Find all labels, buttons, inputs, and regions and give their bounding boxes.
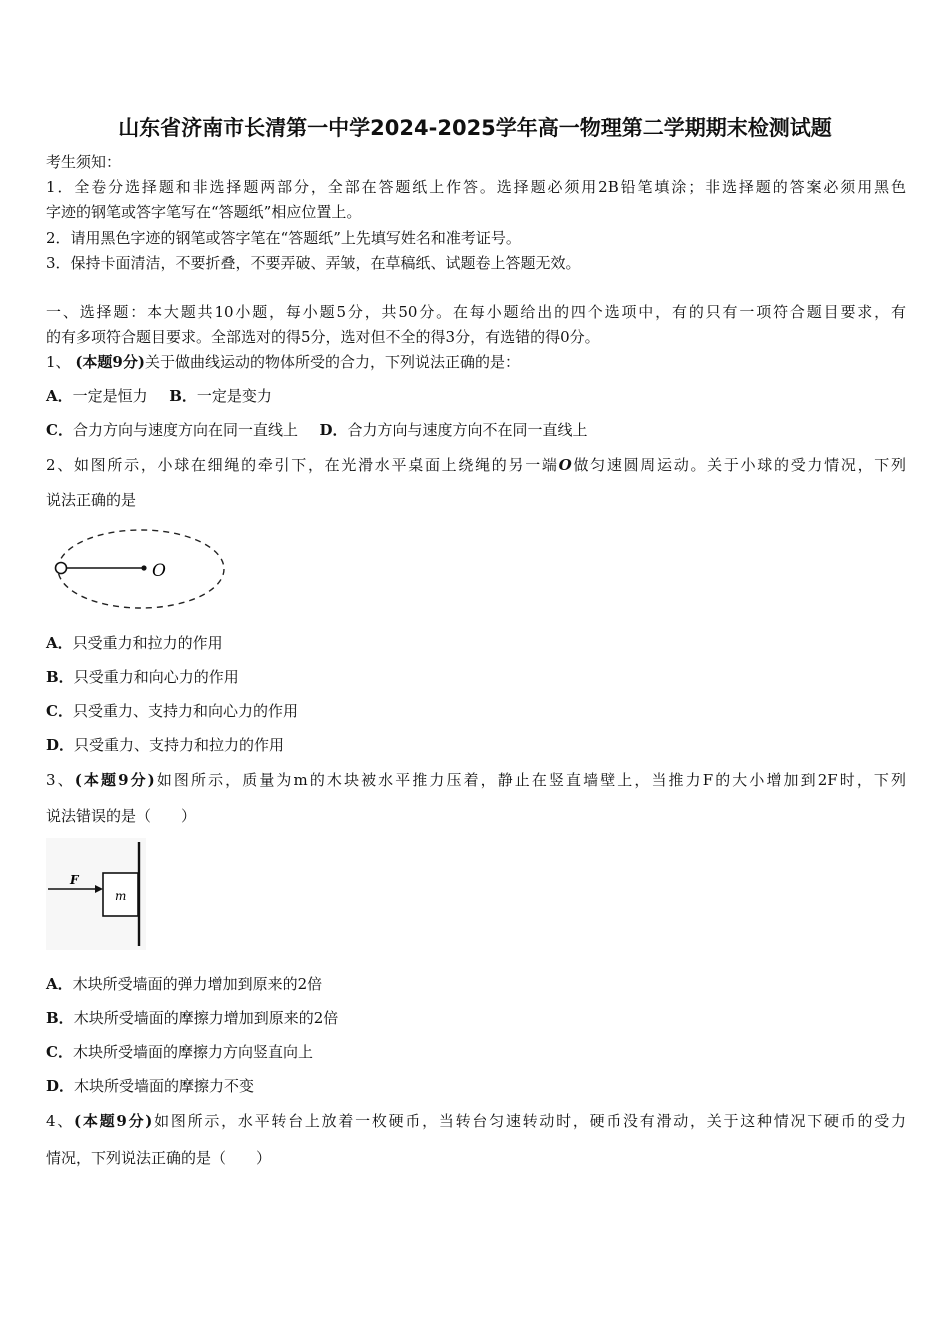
option-text: 木块所受墙面的摩擦力不变 xyxy=(74,1077,255,1095)
option-text: 只受重力和向心力的作用 xyxy=(73,668,239,686)
notice-item-3: 3．保持卡面清洁，不要折叠，不要弄破、弄皱，在草稿纸、试题卷上答题无效。 xyxy=(46,254,581,272)
option-d-label: D． xyxy=(319,421,348,439)
question-4-stem-cont: 情况，下列说法正确的是（ ） xyxy=(46,1149,272,1167)
question-3-stem xyxy=(46,770,906,790)
block-wall-figure xyxy=(46,838,146,950)
option-label: B． xyxy=(46,668,74,686)
question-1-options-cd xyxy=(46,420,588,440)
notice-item-2: 2．请用黑色字迹的钢笔或答字笔在“答题纸”上先填写姓名和准考证号。 xyxy=(46,229,521,247)
option-a-label: A． xyxy=(46,387,73,405)
option-d-text: 合力方向与速度方向不在同一直线上 xyxy=(347,421,588,439)
option-a-text: 一定是恒力 xyxy=(72,387,148,405)
notice-item-1: 1．全卷分选择题和非选择题两部分，全部在答题纸上作答。选择题必须用2B铅笔填涂；非选择题的答案必须用黑色 xyxy=(46,178,906,196)
option-c-text: 合力方向与速度方向在同一直线上 xyxy=(72,421,298,439)
option-label: C． xyxy=(46,702,73,720)
page-title: 山东省济南市长清第一中学2024-2025学年高一物理第二学期期末检测试题 xyxy=(118,116,832,140)
option-label: B． xyxy=(46,1009,74,1027)
option-b-label: B． xyxy=(169,387,197,405)
circular-motion-figure xyxy=(46,522,236,614)
question-number: 4、 xyxy=(46,1112,75,1130)
option-text: 木块所受墙面的摩擦力方向竖直向上 xyxy=(72,1043,313,1061)
question-4-stem xyxy=(46,1111,906,1131)
question-score: (本题9分) xyxy=(75,353,145,371)
question-3-option-c xyxy=(46,1042,313,1062)
question-number: 1、 xyxy=(46,353,71,371)
question-2-stem xyxy=(46,455,906,475)
question-text: 如图所示，水平转台上放着一枚硬币，当转台匀速转动时，硬币没有滑动，关于这种情况下硬币的受力 xyxy=(152,1112,907,1130)
question-3-stem-cont: 说法错误的是（ ） xyxy=(46,807,197,825)
notice-item-1-cont: 字迹的钢笔或答字笔写在“答题纸”相应位置上。 xyxy=(46,203,362,221)
question-score: (本题9分) xyxy=(74,771,155,789)
option-text: 只受重力和拉力的作用 xyxy=(72,634,223,652)
center-label: O xyxy=(152,561,166,581)
force-label: F xyxy=(70,873,79,887)
notice-heading: 考生须知： xyxy=(46,153,122,171)
question-score: (本题9分) xyxy=(74,1112,153,1130)
question-2-stem-cont: 说法正确的是 xyxy=(46,491,137,509)
point-o: O xyxy=(558,456,572,474)
circular-path xyxy=(58,530,224,608)
question-3-option-d xyxy=(46,1076,254,1096)
question-1-options-ab xyxy=(46,386,272,406)
option-b-text: 一定是变力 xyxy=(196,387,272,405)
option-label: A． xyxy=(46,634,73,652)
question-2-option-b xyxy=(46,667,239,687)
option-text: 木块所受墙面的弹力增加到原来的2倍 xyxy=(72,975,323,993)
mass-label: m xyxy=(115,889,127,903)
section-instruction-2: 的有多项符合题目要求。全部选对的得5分，选对但不全的得3分，有选错的得0分。 xyxy=(46,328,600,346)
question-1 xyxy=(46,352,520,372)
question-2-option-d xyxy=(46,735,284,755)
option-label: D． xyxy=(46,736,75,754)
question-2-option-c xyxy=(46,701,298,721)
question-2-text-b: 做匀速圆周运动。关于小球的受力情况，下列 xyxy=(571,456,906,474)
question-3-option-b xyxy=(46,1008,338,1028)
section-instruction-1: 一、选择题：本大题共10小题，每小题5分，共50分。在每小题给出的四个选项中，有的只有一项符合题目要求，有 xyxy=(46,303,906,321)
option-label: D． xyxy=(46,1077,75,1095)
option-label: C． xyxy=(46,1043,73,1061)
option-label: A． xyxy=(46,975,73,993)
question-number: 3、 xyxy=(46,771,75,789)
center-point xyxy=(141,565,146,570)
question-text: 如图所示，质量为m的木块被水平推力压着，静止在竖直墙壁上，当推力F的大小增加到2F时，下列 xyxy=(154,771,906,789)
question-stem: 关于做曲线运动的物体所受的合力，下列说法正确的是： xyxy=(144,353,520,371)
question-2-option-a xyxy=(46,633,223,653)
option-c-label: C． xyxy=(46,421,73,439)
option-text: 只受重力、支持力和向心力的作用 xyxy=(72,702,298,720)
question-3-option-a xyxy=(46,974,322,994)
question-2-text-a: 2、如图所示，小球在细绳的牵引下，在光滑水平桌面上绕绳的另一端 xyxy=(46,456,559,474)
option-text: 木块所受墙面的摩擦力增加到原来的2倍 xyxy=(73,1009,339,1027)
ball xyxy=(56,563,67,574)
option-text: 只受重力、支持力和拉力的作用 xyxy=(74,736,285,754)
